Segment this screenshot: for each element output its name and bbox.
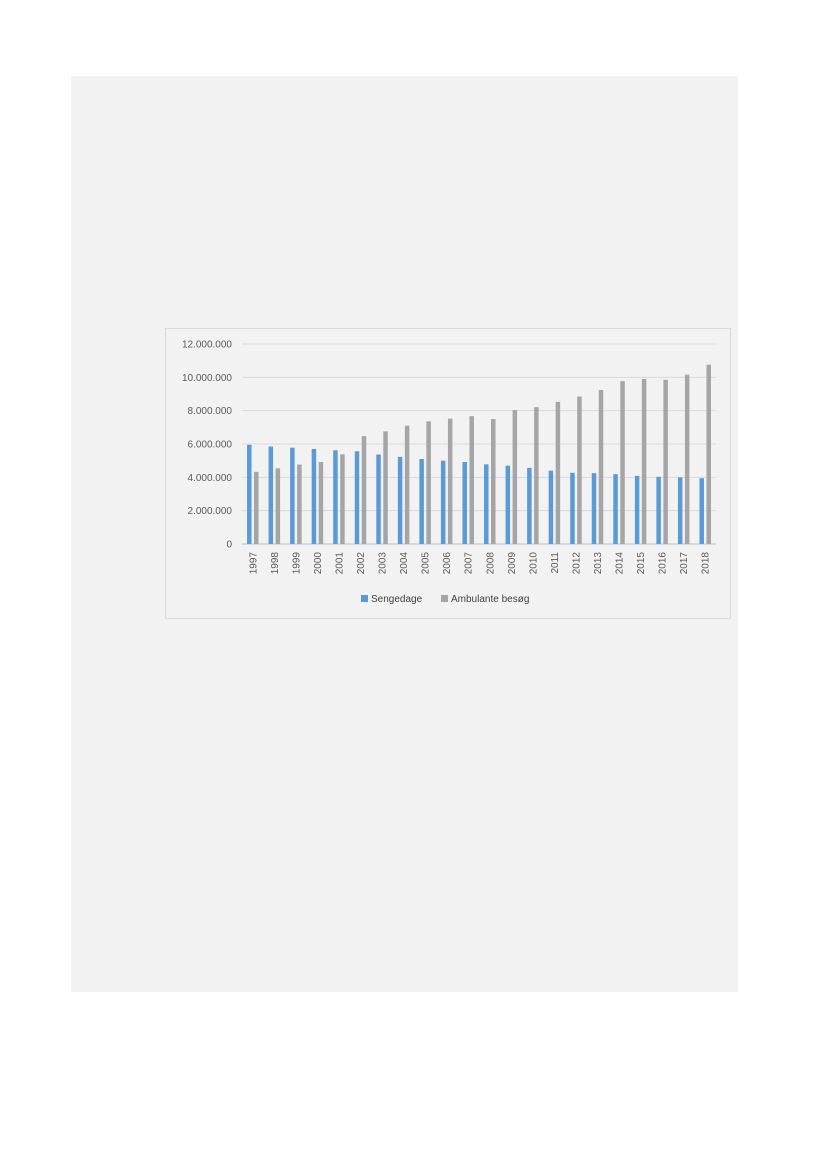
page-background	[71, 76, 738, 992]
x-axis-ticks	[248, 552, 711, 575]
bar-ambulante-besog	[556, 402, 561, 544]
bar-ambulante-besog	[642, 379, 647, 544]
x-tick-label: 2000	[312, 552, 324, 575]
bar-sengedage	[699, 478, 704, 544]
x-tick-label: 2008	[485, 552, 497, 575]
bar-sengedage	[613, 474, 618, 544]
bar-ambulante-besog	[577, 397, 582, 545]
x-tick-label: 2010	[528, 552, 540, 575]
y-tick-label: 2.000.000	[187, 506, 232, 518]
bar-sengedage	[441, 461, 446, 544]
x-tick-label: 2011	[549, 552, 561, 574]
x-tick-label: 2003	[377, 552, 389, 575]
bar-sengedage	[484, 464, 489, 544]
bar-ambulante-besog	[276, 468, 281, 544]
x-tick-label: 2016	[657, 552, 669, 575]
bar-ambulante-besog	[620, 381, 625, 544]
bar-chart	[166, 329, 730, 618]
bar-ambulante-besog	[426, 421, 431, 544]
bar-ambulante-besog	[319, 462, 324, 544]
bar-ambulante-besog	[491, 419, 496, 544]
bar-sengedage	[462, 462, 467, 544]
legend-label: Ambulante besøg	[451, 594, 530, 605]
bar-ambulante-besog	[663, 380, 668, 544]
bars	[247, 365, 711, 544]
x-tick-label: 2012	[571, 552, 583, 575]
bar-ambulante-besog	[383, 431, 388, 544]
bar-ambulante-besog	[405, 426, 410, 544]
chart-container	[165, 328, 731, 619]
bar-sengedage	[376, 455, 381, 545]
x-tick-label: 2001	[334, 552, 346, 575]
bar-sengedage	[506, 466, 511, 544]
bar-ambulante-besog	[685, 375, 690, 544]
bar-sengedage	[269, 447, 274, 545]
x-tick-label: 2004	[399, 552, 411, 575]
x-tick-label: 2018	[700, 552, 712, 575]
y-tick-label: 6.000.000	[187, 439, 232, 451]
x-tick-label: 2006	[442, 552, 454, 575]
x-tick-label: 2017	[679, 552, 691, 575]
bar-ambulante-besog	[254, 472, 259, 544]
y-axis-ticks	[182, 340, 233, 551]
bar-ambulante-besog	[340, 454, 345, 544]
bar-sengedage	[398, 457, 403, 544]
bar-sengedage	[549, 471, 554, 544]
bar-sengedage	[592, 473, 597, 544]
y-tick-label: 10.000.000	[181, 372, 232, 384]
bar-sengedage	[355, 451, 360, 544]
bar-sengedage	[290, 448, 295, 544]
bar-ambulante-besog	[534, 407, 539, 544]
legend-swatch	[361, 595, 368, 602]
bar-sengedage	[678, 477, 683, 544]
bar-sengedage	[570, 473, 575, 544]
bar-ambulante-besog	[706, 365, 711, 544]
x-tick-label: 2007	[463, 552, 475, 575]
bar-sengedage	[312, 449, 317, 544]
x-tick-label: 2015	[636, 552, 648, 575]
y-tick-label: 8.000.000	[187, 406, 232, 418]
x-tick-label: 2009	[506, 552, 518, 575]
bar-ambulante-besog	[362, 436, 367, 544]
bar-sengedage	[333, 450, 338, 544]
bar-ambulante-besog	[297, 465, 302, 545]
x-tick-label: 2014	[614, 552, 626, 575]
bar-ambulante-besog	[599, 390, 604, 544]
y-tick-label: 4.000.000	[187, 472, 232, 484]
legend-swatch	[441, 595, 448, 602]
bar-sengedage	[656, 477, 661, 544]
bar-sengedage	[635, 476, 640, 544]
legend-label: Sengedage	[371, 594, 423, 605]
x-tick-label: 1999	[291, 552, 303, 575]
bar-ambulante-besog	[469, 416, 474, 544]
legend	[361, 594, 529, 605]
x-tick-label: 2005	[420, 552, 432, 575]
bar-sengedage	[527, 468, 532, 544]
bar-sengedage	[419, 459, 424, 544]
y-tick-label: 12.000.000	[181, 339, 232, 351]
bar-sengedage	[247, 445, 252, 544]
x-tick-label: 2002	[356, 552, 367, 575]
y-tick-label: 0	[226, 539, 232, 551]
x-tick-label: 1997	[248, 552, 260, 575]
bar-ambulante-besog	[448, 419, 453, 544]
x-tick-label: 2013	[593, 552, 604, 575]
bar-ambulante-besog	[513, 410, 518, 544]
x-tick-label: 1998	[269, 552, 281, 575]
